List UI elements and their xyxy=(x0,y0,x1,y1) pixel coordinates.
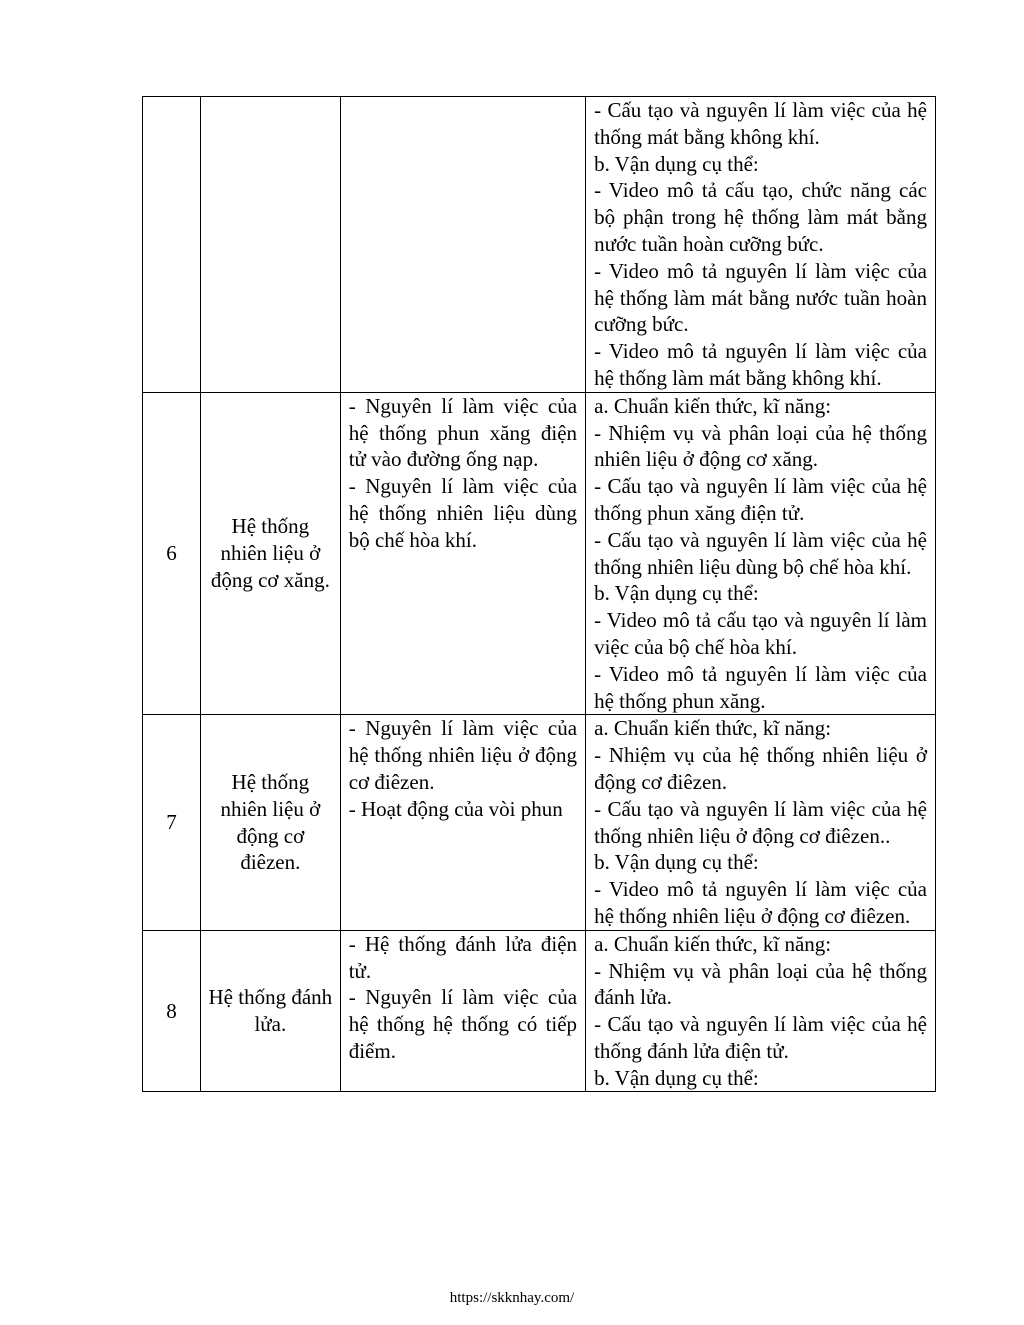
requirement-line: - Video mô tả cấu tạo và nguyên lí làm việc của bộ chế hòa khí. xyxy=(594,608,927,659)
requirement-line: - Video mô tả nguyên lí làm việc của hệ thống nhiên liệu ở động cơ điêzen. xyxy=(594,877,927,928)
row-requirements xyxy=(586,392,936,715)
requirement-line: - Cấu tạo và nguyên lí làm việc của hệ thống mát bằng không khí. xyxy=(594,98,927,149)
content-line: - Hoạt động của vòi phun xyxy=(348,796,563,821)
requirement-line: a. Chuẩn kiến thức, kĩ năng: xyxy=(594,716,832,741)
row-number: 7 xyxy=(143,715,201,930)
requirement-line: - Video mô tả nguyên lí làm việc của hệ thống phun xăng. xyxy=(594,661,927,713)
requirement-line: b. Vận dụng cụ thể: xyxy=(594,850,759,875)
requirement-line: - Nhiệm vụ và phân loại của hệ thống đánh lửa. xyxy=(594,958,927,1010)
content-line: - Nguyên lí làm việc của hệ thống hệ thống có tiếp điểm. xyxy=(348,985,578,1063)
requirement-line: a. Chuẩn kiến thức, kĩ năng: xyxy=(594,393,832,418)
content-line: - Nguyên lí làm việc của hệ thống nhiên liệu ở động cơ điêzen. xyxy=(348,716,578,794)
content-table xyxy=(142,96,936,1092)
row-requirements xyxy=(586,930,936,1092)
requirement-line: - Video mô tả cấu tạo, chức năng các bộ phận trong hệ thống làm mát bằng nước tuần hoàn cưỡng bức. xyxy=(594,178,927,256)
row-number: 6 xyxy=(143,392,201,715)
row-topic xyxy=(200,97,340,393)
table-row xyxy=(143,392,936,715)
content-line: - Hệ thống đánh lửa điện tử. xyxy=(348,931,578,983)
table-row xyxy=(143,97,936,393)
requirement-line: - Cấu tạo và nguyên lí làm việc của hệ thống nhiên liệu dùng bộ chế hòa khí. xyxy=(594,527,927,579)
row-content xyxy=(340,392,585,715)
requirement-line: - Video mô tả nguyên lí làm việc của hệ thống làm mát bằng nước tuần hoàn cưỡng bức. xyxy=(594,258,927,337)
requirement-line: - Cấu tạo và nguyên lí làm việc của hệ thống đánh lửa điện tử. xyxy=(594,1012,927,1063)
requirement-line: b. Vận dụng cụ thể: xyxy=(594,581,759,606)
table-row xyxy=(143,715,936,930)
requirement-line: a. Chuẩn kiến thức, kĩ năng: xyxy=(594,931,832,956)
requirement-line: b. Vận dụng cụ thể: xyxy=(594,1065,759,1090)
requirement-line: b. Vận dụng cụ thể: xyxy=(594,151,759,176)
requirement-line: - Nhiệm vụ của hệ thống nhiên liệu ở động cơ điêzen. xyxy=(594,743,927,794)
row-number: 8 xyxy=(143,930,201,1092)
table-row xyxy=(143,930,936,1092)
requirement-line: - Nhiệm vụ và phân loại của hệ thống nhiên liệu ở động cơ xăng. xyxy=(594,420,927,472)
row-requirements xyxy=(586,97,936,393)
requirement-line: - Cấu tạo và nguyên lí làm việc của hệ thống phun xăng điện tử. xyxy=(594,474,927,525)
row-topic: Hệ thống nhiên liệu ở động cơ điêzen. xyxy=(200,715,340,930)
row-topic: Hệ thống nhiên liệu ở động cơ xăng. xyxy=(200,392,340,715)
requirement-line: - Video mô tả nguyên lí làm việc của hệ thống làm mát bằng không khí. xyxy=(594,339,927,390)
row-content xyxy=(340,715,585,930)
row-topic: Hệ thống đánh lửa. xyxy=(200,930,340,1092)
row-content xyxy=(340,930,585,1092)
content-line: - Nguyên lí làm việc của hệ thống phun xăng điện tử vào đường ống nạp. xyxy=(348,393,578,472)
row-requirements xyxy=(586,715,936,930)
content-line: - Nguyên lí làm việc của hệ thống nhiên liệu dùng bộ chế hòa khí. xyxy=(348,474,578,552)
row-content xyxy=(340,97,585,393)
footer-url: https://skknhay.com/ xyxy=(449,1290,575,1306)
requirement-line: - Cấu tạo và nguyên lí làm việc của hệ thống nhiên liệu ở động cơ điêzen.. xyxy=(594,796,927,848)
row-number xyxy=(143,97,201,393)
